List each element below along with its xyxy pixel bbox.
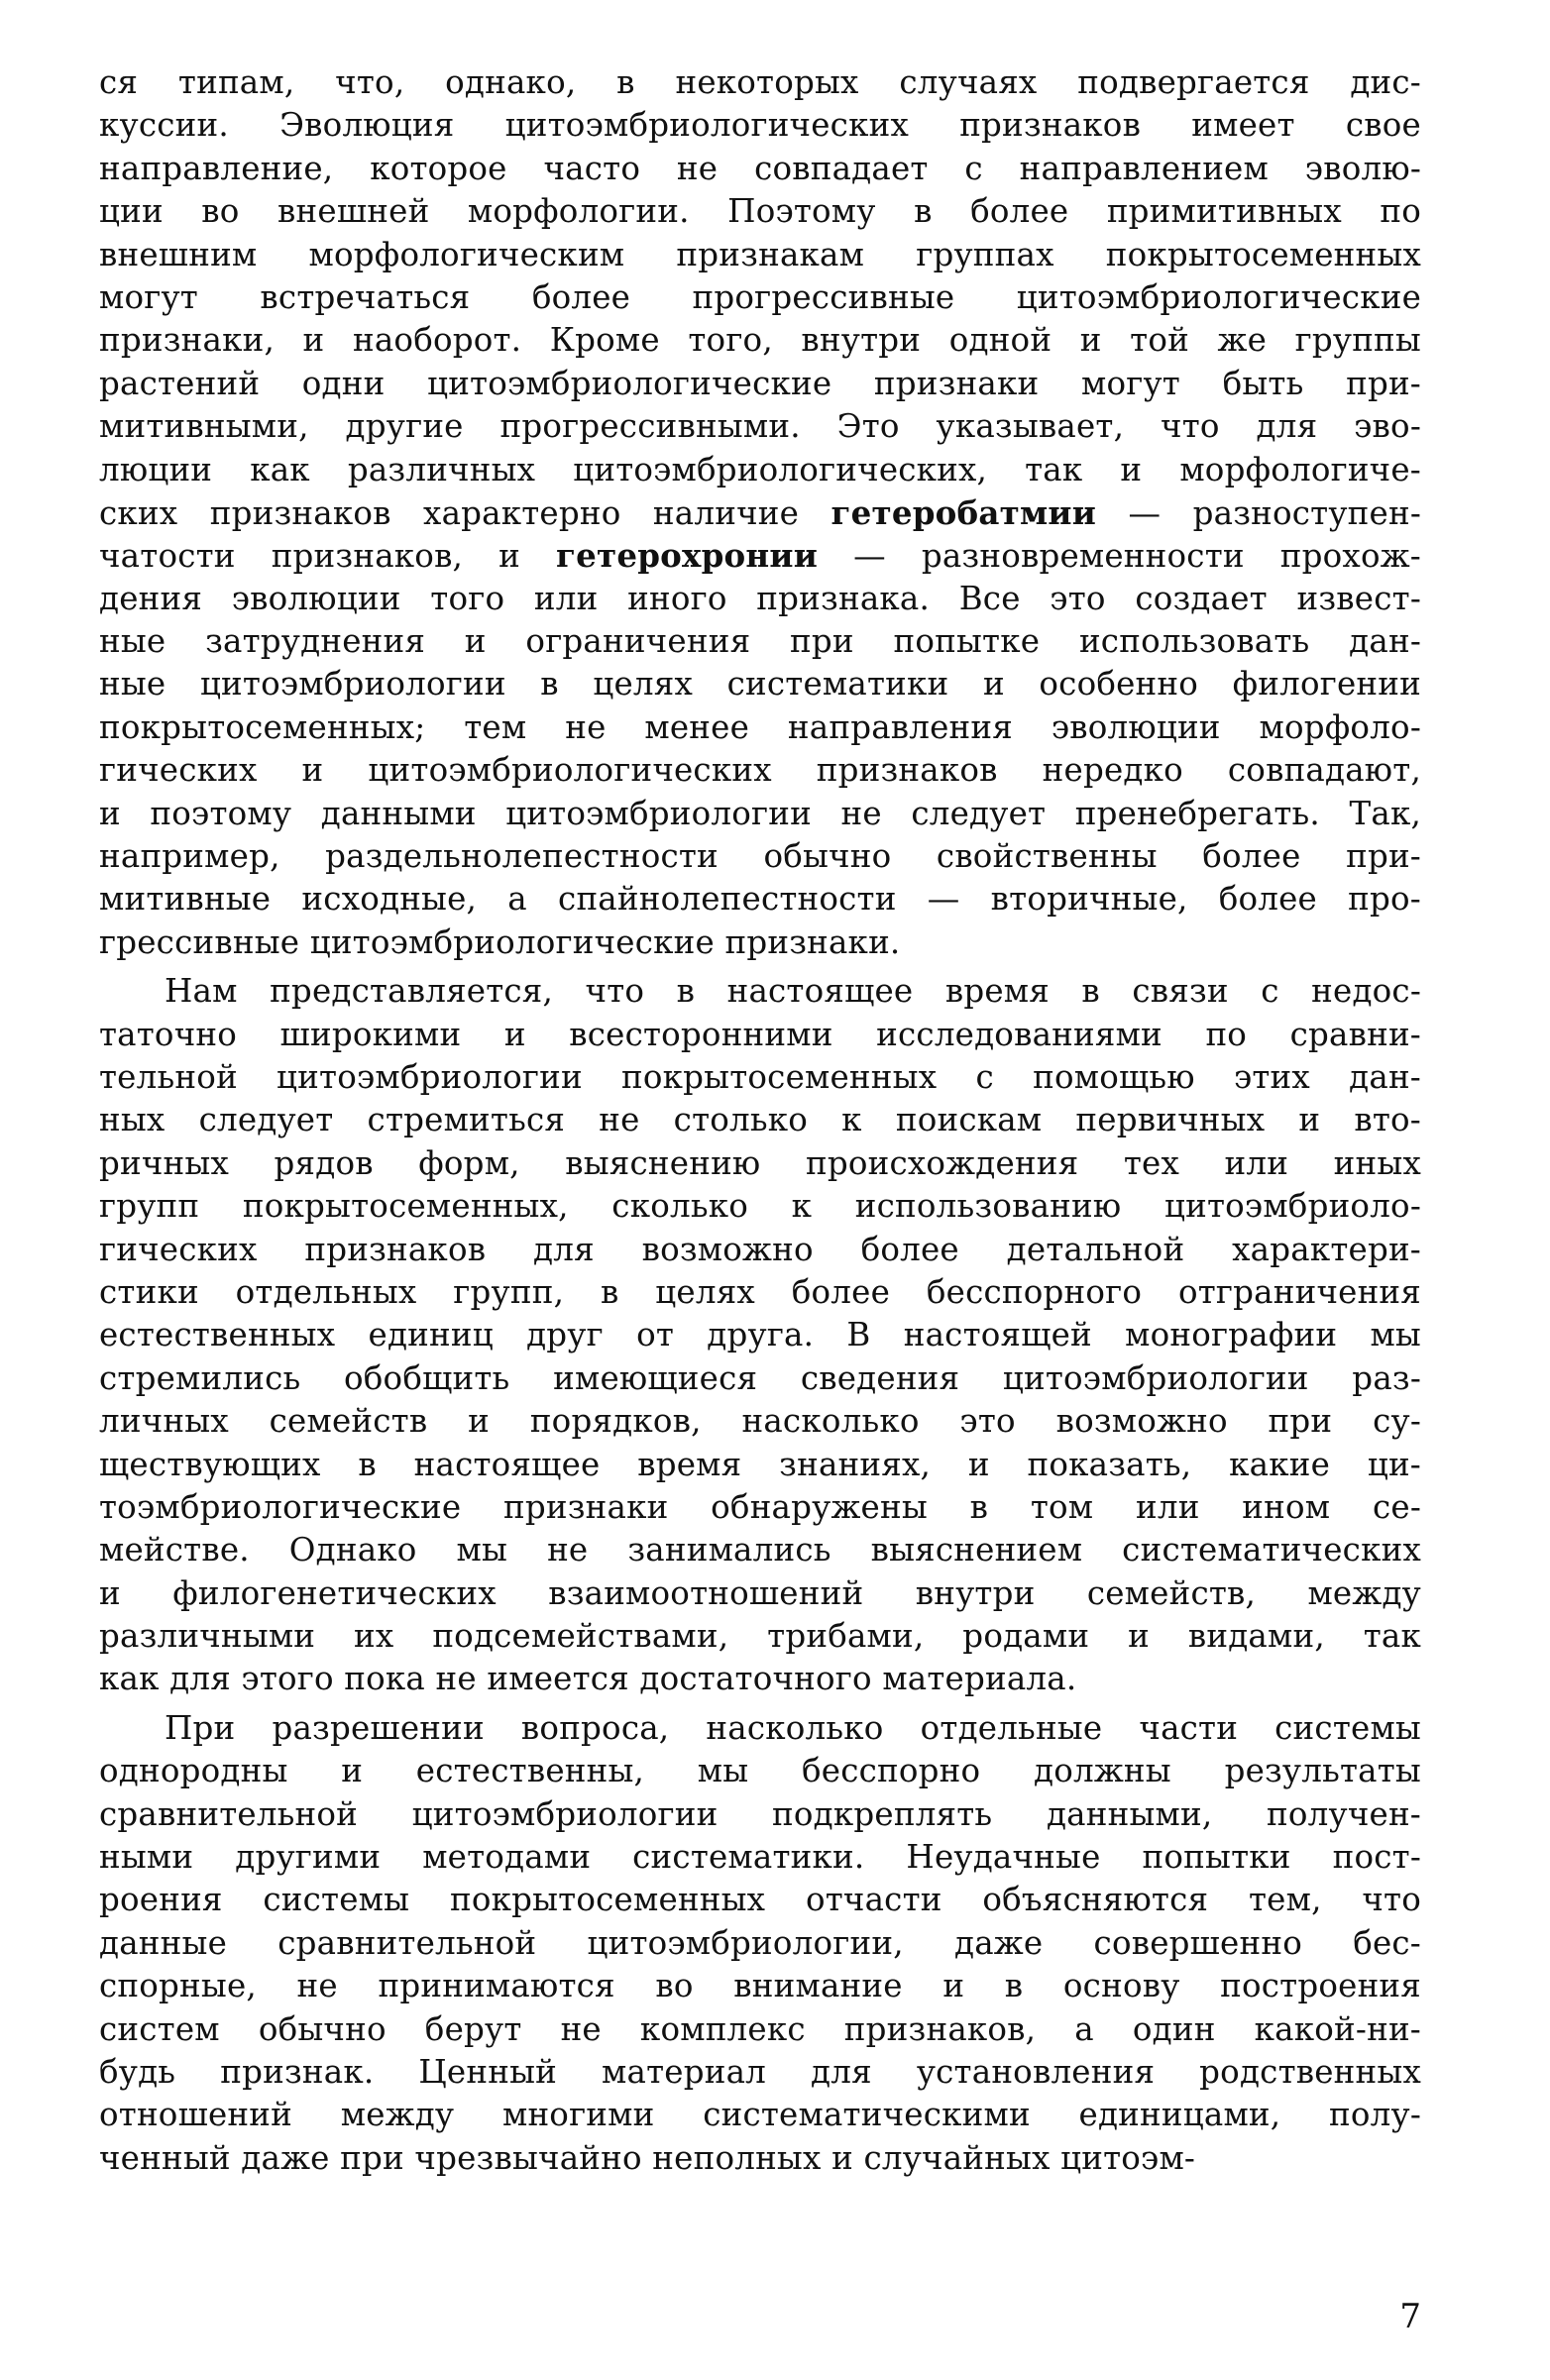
- bold-term: гетеробатмии: [830, 492, 1097, 532]
- text-line: При разрешении вопроса, насколько отдельные части системы: [165, 1708, 1421, 1747]
- text-line: как для этого пока не имеется достаточного материала.: [99, 1660, 1077, 1698]
- text-line: естественных единиц друг от друга. В настоящей монографии мы: [99, 1316, 1421, 1354]
- text-line: например, раздельнолепестности обычно свойственны более при-: [99, 837, 1421, 876]
- text-line: личных семейств и порядков, насколько это возможно при су-: [99, 1402, 1421, 1441]
- text-line: групп покрытосеменных, сколько к использованию цитоэмбриоло-: [99, 1187, 1421, 1226]
- text-line: ции во внешней морфологии. Поэтому в более примитивных по: [99, 192, 1421, 231]
- text-line: покрытосеменных; тем не менее направления эволюции морфоло-: [99, 707, 1421, 746]
- text-line: стики отдельных групп, в целях более бесспорного отграничения: [99, 1272, 1421, 1311]
- text-line: ществующих в настоящее время знаниях, и показать, какие ци-: [99, 1445, 1421, 1483]
- paragraph: [99, 61, 1421, 964]
- text-line: сравнительной цитоэмбриологии подкреплять данными, получен-: [99, 1794, 1421, 1833]
- text-line: данные сравнительной цитоэмбриологии, даже совершенно бес-: [99, 1923, 1421, 1962]
- text-line: внешним морфологическим признакам группах покрытосеменных: [99, 235, 1421, 273]
- paragraph: [99, 1707, 1421, 2180]
- text-line: ричных рядов форм, выяснению происхождения тех или иных: [99, 1143, 1421, 1182]
- text-line: грессивные цитоэмбриологические признаки.: [99, 922, 901, 961]
- text-line: Нам представляется, что в настоящее время в связи с недос-: [165, 972, 1421, 1011]
- text-line: стремились обобщить имеющиеся сведения цитоэмбриологии раз-: [99, 1358, 1421, 1397]
- text-line: дения эволюции того или иного признака. Все это создает извест-: [99, 579, 1421, 617]
- text-line: ные затруднения и ограничения при попытке использовать дан-: [99, 622, 1421, 661]
- text-line: люции как различных цитоэмбриологических, так и морфологиче-: [99, 450, 1421, 488]
- text-line: различными их подсемействами, трибами, родами и видами, так: [99, 1617, 1421, 1656]
- text-line: и поэтому данными цитоэмбриологии не следует пренебрегать. Так,: [99, 794, 1421, 832]
- page-number: 7: [1399, 2297, 1421, 2336]
- text-line: растений одни цитоэмбриологические признаки могут быть при-: [99, 364, 1421, 402]
- text-line: ченный даже при чрезвычайно неполных и случайных цитоэм-: [99, 2138, 1196, 2177]
- text-line: ся типам, что, однако, в некоторых случаях подвергается дис-: [99, 63, 1421, 101]
- text-line: ских признаков характерно наличие гетеробатмии — разноступен-: [99, 492, 1422, 532]
- text-line: ными другими методами систематики. Неудачные попытки пост-: [99, 1838, 1421, 1877]
- text-line: гических и цитоэмбриологических признаков нередко совпадают,: [99, 751, 1421, 790]
- text-line: отношений между многими систематическими единицами, полу-: [99, 2096, 1421, 2134]
- text-line: митивные исходные, а спайнолепестности — вторичные, более про-: [99, 880, 1421, 919]
- text-line: ных следует стремиться не столько к поискам первичных и вто-: [99, 1101, 1421, 1139]
- paragraph: [99, 970, 1421, 1701]
- text-line: спорные, не принимаются во внимание и в основу построения: [99, 1967, 1421, 2005]
- text-line: систем обычно берут не комплекс признаков, а один какой-ни-: [99, 2009, 1421, 2048]
- text-line: митивными, другие прогрессивными. Это указывает, что для эво-: [99, 407, 1421, 446]
- text-line: куссии. Эволюция цитоэмбриологических признаков имеет свое: [99, 106, 1421, 145]
- text-line: признаки, и наоборот. Кроме того, внутри одной и той же группы: [99, 321, 1421, 360]
- text-line: чатости признаков, и гетерохронии — разновременности прохож-: [99, 536, 1421, 576]
- text-line: гических признаков для возможно более детальной характери-: [99, 1230, 1421, 1268]
- text-line: таточно широкими и всесторонними исследованиями по сравни-: [99, 1015, 1421, 1053]
- bold-term: гетерохронии: [556, 536, 819, 576]
- text-line: тельной цитоэмбриологии покрытосеменных с помощью этих дан-: [99, 1057, 1421, 1096]
- text-line: и филогенетических взаимоотношений внутри семейств, между: [99, 1573, 1421, 1612]
- text-line: однородны и естественны, мы бесспорно должны результаты: [99, 1752, 1421, 1790]
- text-line: будь признак. Ценный материал для установления родственных: [99, 2052, 1421, 2091]
- page-body: [99, 61, 1421, 2180]
- text-line: направление, которое часто не совпадает с направлением эволю-: [99, 149, 1421, 187]
- text-line: ные цитоэмбриологии в целях систематики и особенно филогении: [99, 665, 1421, 703]
- text-line: могут встречаться более прогрессивные цитоэмбриологические: [99, 277, 1421, 316]
- text-line: тоэмбриологические признаки обнаружены в том или ином се-: [99, 1487, 1421, 1526]
- text-line: мействе. Однако мы не занимались выяснением систематических: [99, 1531, 1421, 1569]
- text-line: роения системы покрытосеменных отчасти объясняются тем, что: [99, 1881, 1421, 1919]
